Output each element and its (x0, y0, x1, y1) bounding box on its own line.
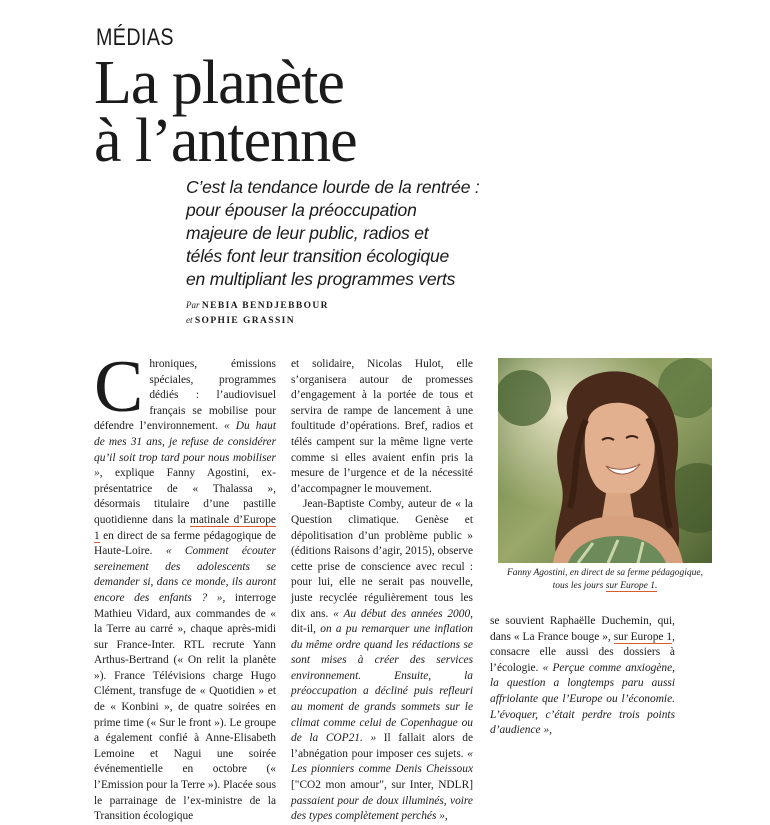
author-name: SOPHIE GRASSIN (194, 316, 295, 326)
article-column-1 (94, 346, 276, 825)
quote: on a pu remarquer une inflation du même ordre quand les rédactions se sont mises à créer des services environnement. Ensuite, la préoccupation a décliné puis refleuri au moment de grands sommets sur le climat comme celui de Copenhague ou de la COP21. » (291, 623, 473, 745)
paragraph (291, 497, 473, 824)
author-name: NEBIA BENDJEBBOUR (201, 301, 329, 311)
byline-prefix: Par (186, 300, 200, 310)
section-rubric: MÉDIAS (96, 24, 174, 51)
portrait-photo (498, 358, 712, 563)
portrait-photo-icon (498, 358, 712, 563)
article-column-3 (490, 614, 675, 739)
quote: passaient pour de doux illuminés, voire des types complètement perchés », (291, 794, 473, 823)
byline-prefix: et (186, 315, 193, 325)
text-run: se souvient Raphaëlle Duchemin, qui, dans « La France bouge », (490, 615, 675, 643)
standfirst-line: en multipliant les programmes verts (186, 269, 456, 289)
text-run: hroniques, émissions spéciales, programmes dédiés : l’audiovisuel français se mobilise pour défendre l’environnement. (94, 358, 276, 433)
quote: « Comment écouter sereinement des adolescents se demander si, dans ce monde, ils auront encore des enfants ? » (94, 545, 276, 604)
standfirst (186, 176, 606, 291)
drop-cap: C (94, 346, 144, 428)
text-run: en direct de sa ferme pédagogique de Haute-Loire. (94, 529, 276, 558)
text-run: , explique Fanny Agostini, ex-présentatrice de « Thalassa », désormais titulaire d’une pastille quotidienne dans la (94, 467, 276, 526)
article-title (94, 49, 357, 175)
standfirst-line: télés font leur transition écologique (186, 246, 450, 266)
quote: « Du haut de mes 31 ans, je refuse de considérer qu’il soit trop tard pour nous mobiliser » (94, 420, 276, 480)
text-run: , consacre elle aussi des dossiers à l’écologie. (490, 630, 675, 674)
paragraph (490, 614, 675, 739)
quote: « Au début des années 2000, (333, 607, 473, 620)
quote: « Les pionniers comme Denis Cheissoux (291, 747, 473, 776)
paragraph: et solidaire, Nicolas Hulot, elle s’organisera autour de promesses d’engagement à la portée de tous et servira de rampe de lancement à une foultitude d’opérations. Bref, radios et télés campent sur la même ligne verte comme si elles avaient enfin pris la mesure de l’urgence et de la nécessité d’accompagner le mouvement. (291, 358, 473, 495)
standfirst-line: majeure de leur public, radios et (186, 223, 429, 243)
standfirst-line: C’est la tendance lourde de la rentrée : (186, 177, 480, 197)
photo-caption (498, 567, 712, 592)
text-run: , interroge Mathieu Vidard, aux commandes de « la Terre au carré », chaque après-midi sur France-Inter. RTL recrute Yann Arthus-Bertrand (« On relit la planète »). France Télévisions charge Hugo Clément, transfuge de « Quotidien » et de « Konbini », de quatre soirées en prime time (« Sur le front »). Le groupe a également confié à Anne-Elisabeth Lemoine et Nagui une soirée événementielle en octobre (« l’Emission pour la Terre »). Placée sous le parrainage de l’ex-ministre de la Transition écologique (94, 591, 276, 823)
text-run: dit-il, (291, 623, 321, 636)
title-line-1: La planète (94, 49, 344, 117)
highlighted-link[interactable]: matinale d’Europe 1 (94, 513, 276, 542)
highlighted-link[interactable]: sur Europe 1 (613, 630, 673, 643)
text-run: Il fallait alors de l’abnégation pour imposer ces sujets. (291, 732, 473, 760)
article-column-2 (291, 357, 473, 825)
title-line-2: à l’antenne (94, 107, 357, 175)
quote: « Perçue comme anxiogène, la question a longtemps paru aussi affriolante que l’Europe ou l’économie. L’évoquer, c’était perdre trois points d’audience », (490, 661, 675, 737)
byline (186, 298, 329, 328)
paragraph (94, 346, 276, 825)
caption-text: Fanny Agostini, en direct de sa ferme pédagogique, tous les jours (506, 568, 704, 591)
text-run: Jean-Baptiste Comby, auteur de « la Question climatique. Genèse et dépolitisation d’un problème public » (éditions Raisons d’agir, 2015), observe cette prise de conscience avec recul : pour lui, elle ne serait pas nouvelle, juste recyclée régulièrement tous les dix ans. (291, 498, 473, 620)
text-run: ["CO2 mon amour", sur Inter, NDLR] (291, 779, 473, 792)
standfirst-line: pour épouser la préoccupation (186, 200, 417, 220)
caption-link[interactable]: sur Europe 1. (605, 580, 658, 591)
